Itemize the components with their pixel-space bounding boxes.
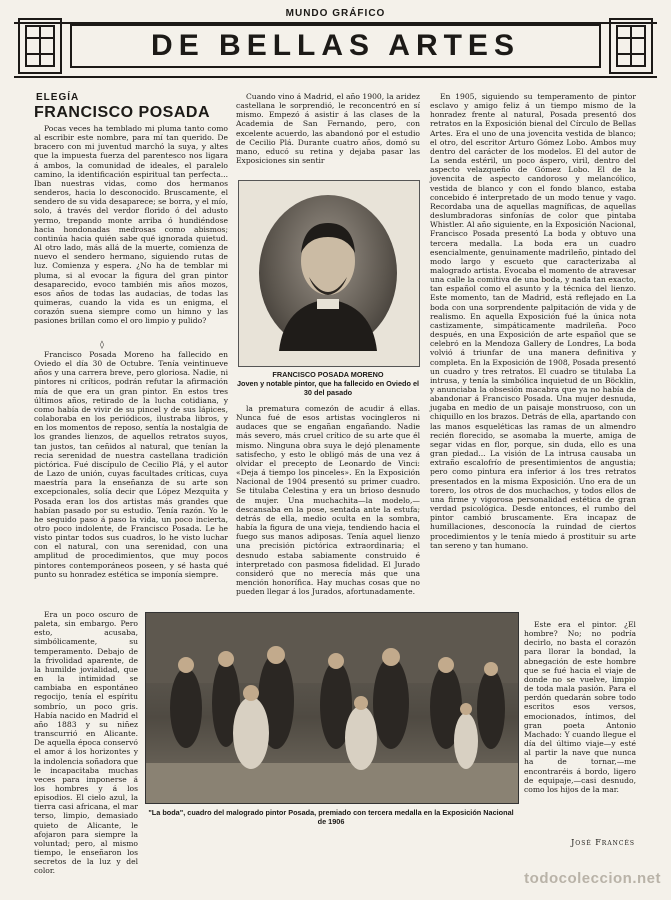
magazine-name: MUNDO GRÁFICO [285,8,386,19]
painting-la-boda [145,612,519,804]
paragraph-madrid: Cuando vino á Madrid, el año 1900, la aridez castellana le sorprendió, le reconcentró en sí mismo. Empezó á asistir á las clases de la Academia de San Fernando, pero, con excelente acuerdo, las abandonó por el estudio de Cecilio Plá. Durante cuatro años, domó su mano, educó su retina y dejaba pasar las Exposiciones sin sentir [236,92,420,166]
column-1-narrow [34,610,138,876]
painting-caption: "La boda", cuadro del malogrado pintor Posada, premiado con tercera medalla en la Exposición Nacional de 1906 [148,808,514,826]
paragraph-el-hombre: Este era el pintor. ¿El hombre? No; no podría decirlo, no basta el corazón para llorar la bondad, la abnegación de este hombre que se fué hacia el viaje de donde no se vuelve, limpio de toda mala pasión. Para el perdón quedarán sobre todo escritos esos versos, emocionados, íntimos, del gran poeta Antonio Machado: Y cuando llegue el día del último viaje—y esté al partir la nave que nunca ha de tornar,—me encontraréis á bordo, ligero de equipaje,—casi desnudo, como los hijos de la mar. [524,620,636,794]
author-signature: José Francés [571,838,635,847]
header-rule-bottom [14,76,657,78]
portrait-caption-name: FRANCISCO POSADA MORENO [272,370,384,379]
column-1-body [34,350,228,608]
column-2-top [236,92,420,176]
portrait-caption [236,370,420,397]
left-ornament-icon [18,18,62,74]
paragraph-biography: Francisco Posada Moreno ha fallecido en Oviedo el día 30 de Octubre. Tenía veintinueve años y una carrera breve, pero gloriosa. Nadie, ni pintores ni críticos, podrán refutar la afirmación mía de que era un gran pintor. En estos tres últimos años, retirado de la lucha cotidiana, y como había de vivir de su pincel y de sus lápices, colaboraba en los periódicos, ilustraba libros, y en los momentos de reposo, sentía la nostalgia de los grandes lienzos, de aquellos retratos suyos, tan justos, tan ceñidos al natural, que tenían la recia serenidad de nuestra castellana tradición pictórica. Fué discípulo de Cecilio Plá, y el autor de Lazo de unión, cuyas facultades críticas, cuya maestría para la enseñanza de su arte son excepcionales, solía decir que López Mezquita y Posada eran los dos artistas más grandes que habían pasado por su estudio. Tenía razón. Yo le he seguido paso á paso la vida, un poco incierta, otro poco indolente, de Francisco Posada. Le he visto pintar todos sus cuadros, lo he visto luchar con el natural, con una serenidad, con una amplitud de procedimientos, que muy pocos pintores contemporáneos poseen, y sé hasta qué punto su honradez estética se imponía siempre. [34,350,228,579]
column-1-intro [34,124,228,338]
paragraph-celestina: la prematura comezón de acudir á ellas. Nunca fué de esos artistas vocingleros ni audaces que se engañan engañando. Nadie más severo, más cruel crítico de su arte que él mismo. Ninguna obra suya le dejó plenamente satisfecho, y esto le obligó más de una vez á olvidar el precepto de Leonardo de Vinci: «Deja á tiempo los pinceles». En la Exposición Nacional de 1904 presentó su primer cuadro. Se titulaba Celestina y era un brioso desnudo de mujer. Una muchachita—la modelo,—descansaba en la pose, sentada ante la estufa; detrás de ella, medio oculta en la sombra, había la figura de una vieja, tendiendo hacia el fuego sus manos adiposas. Tenía aquel lienzo una precisión pictórica extraordinaria; el desnudo estaba sabiamente construido é interpretado con pasmosa fidelidad. El Jurado consideró que no merecía más que una mención honorífica. Hay muchas cosas que no pueden llegar á los Jurados, afortunadamente. [236,404,420,597]
separator-glyph: ◊ [100,340,104,349]
portrait-oval [259,195,397,351]
column-3-top [430,92,636,612]
column-3-bottom [524,620,636,834]
wedding-scene-icon [146,613,518,803]
watermark-text: todocoleccion.net [524,870,661,887]
article-kicker: ELEGÍA [36,92,80,103]
article-title: FRANCISCO POSADA [34,104,211,121]
paragraph-palette: Era un poco oscuro de paleta, sin embargo. Pero esto, acusaba, simbólicamente, su temperamento. Debajo de la frivolidad aparente, de la humilde jovialidad, que en la intimidad se cambiaba en espontáneo regocijo, tenía el espíritu sombrío, un poco gris. Había nacido en Madrid el año 1883 y su niñez transcurrió en Alicante. De aquella época conservó el amor á los horizontes y la indolencia soñadora que le incapacitaba muchas veces para imponerse á los hombres y á los episodios. El cielo azul, la tierra casi africana, el mar terso, limpio, demasiado quieto de Alicante, le afojaron para siempre la voluntad; pero, al mismo tiempo, le enseñaron los secretos de la luz y del color. [34,610,138,876]
column-2-bottom [236,404,420,608]
portrait-figure-icon [259,195,397,351]
right-ornament-icon [609,18,653,74]
portrait-caption-desc: Joven y notable pintor, que ha fallecido en Oviedo el 30 del pasado [236,379,420,397]
portrait-photo [238,180,420,367]
paragraph-intro: Pocas veces ha temblado mi pluma tanto como al escribir este nombre, para mí tan querido. De bracero con mi juventud marchó la suya, y altes que la impuesta fuerza del parentesco nos ligara á ambos, la comunidad de ideales, el paralelo camino, la identificación espiritual tan perfecta... Iban nuestras vidas, como dos hermanos senderos, hacia lo desconocido. Bruscamente, el sendero de su vida desaparece; se borra, y el mío, solo, á través del verdor florido ó del adusto yermo, trepando monte arriba ó hundiéndose hacia hondonadas medrosas como abismos; continúa hacia quién sabe qué ignorada quietud. Al otro lado, más allá de la muerte, comienza de nuevo el sendero hermano, siguiendo rutas de luz. Comienza y espera. ¿No ha de temblar mi pluma, si al evocar la figura del gran pintor desaparecido, evoco también mis años mozos, esos años de todas las audacias, de todas las quimeras, cuando la vida es un enigma, el corazón suena siempre como un himno y las pasiones brillan como el oro limpio y pulido? [34,124,228,326]
section-title: DE BELLAS ARTES [70,24,601,68]
paragraph-exhibitions: En 1905, siguiendo su temperamento de pintor esclavo y amigo feliz á un tiempo mismo de la honradez frente al natural, Posada presentó dos retratos en la Exposición bienal del Círculo de Bellas Artes. Era el uno de una jovencita vestida de blanco; el otro, del escritor Arturo Gómez Lobo. Ambos muy dentro del carácter de los modelos. El del autor de La senda estéril, un poco áspero, viril, dentro del aspecto velazqueño de Gómez Lobo. El de la jovencita de aspecto candoroso y melancólico, vestida de blanco y con el fondo blanco, estaba concebido é interpretado de un modo tenue y vago. Recordaba una de aquellas magníficas, de aquellas deslumbradoras sinfonías de color que pintaba Whistler. Al año siguiente, en la Exposición Nacional, Francisco Posada presentó La boda y obtuvo una tercera medalla. La boda era un cuadro esencialmente, genuinamente madrileño, pintado del modo largo y escueto que caracterizaba al malogrado artista. Evocaba el momento de atravesar una calle la comitiva de una boda, y nada tan exacto, tan español como el asunto y la técnica del lienzo. Este momento, tan de Madrid, está reflejado en La boda con una sorprendente palpitación de vida y de realismo. En aquella Exposición fué la única nota castizamente, simpáticamente madrileña. Poco después, en una Exposición de arte español que se celebró en la Mendoza Gallery de Londres, La boda volvió á triunfar de una manera definitiva y completa. En la Exposición de 1908, Posada presentó un cuadro y tres retratos. El cuadro se titulaba La intrusa, y tenía la simbólica inquietud de un Böcklin, y anunciaba la obsesión macabra que ya no había de abandonar á Francisco Posada. Una mujer desnuda, jugaba en medio de un paisaje monstruoso, con un chiquillo en los brazos. Detrás de ella, apartando con las manos esqueléticas las ramas de un almendro recién florecido, se asomaba la muerte, amiga de segar vidas en flor, porque, sin duda, ello es una gran piedad... La visión de La intrusa causaba un extraño escalofrío de presentimientos de angustia; pero como pintura era inferior á los tres retratos presentados en la misma Exposición. Uno era de un torero, los otros de dos muchachos, y todos ellos de una firme y vigorosa personalidad estética de gran verdad psicológica. Desde entonces, el rumbo del pintor cambió bruscamente. Era incapaz de humillaciones, desconocía la ruindad de ciertos procedimientos y le tenía miedo á prostituir su arte tan sereno y tan humano. [430,92,636,550]
